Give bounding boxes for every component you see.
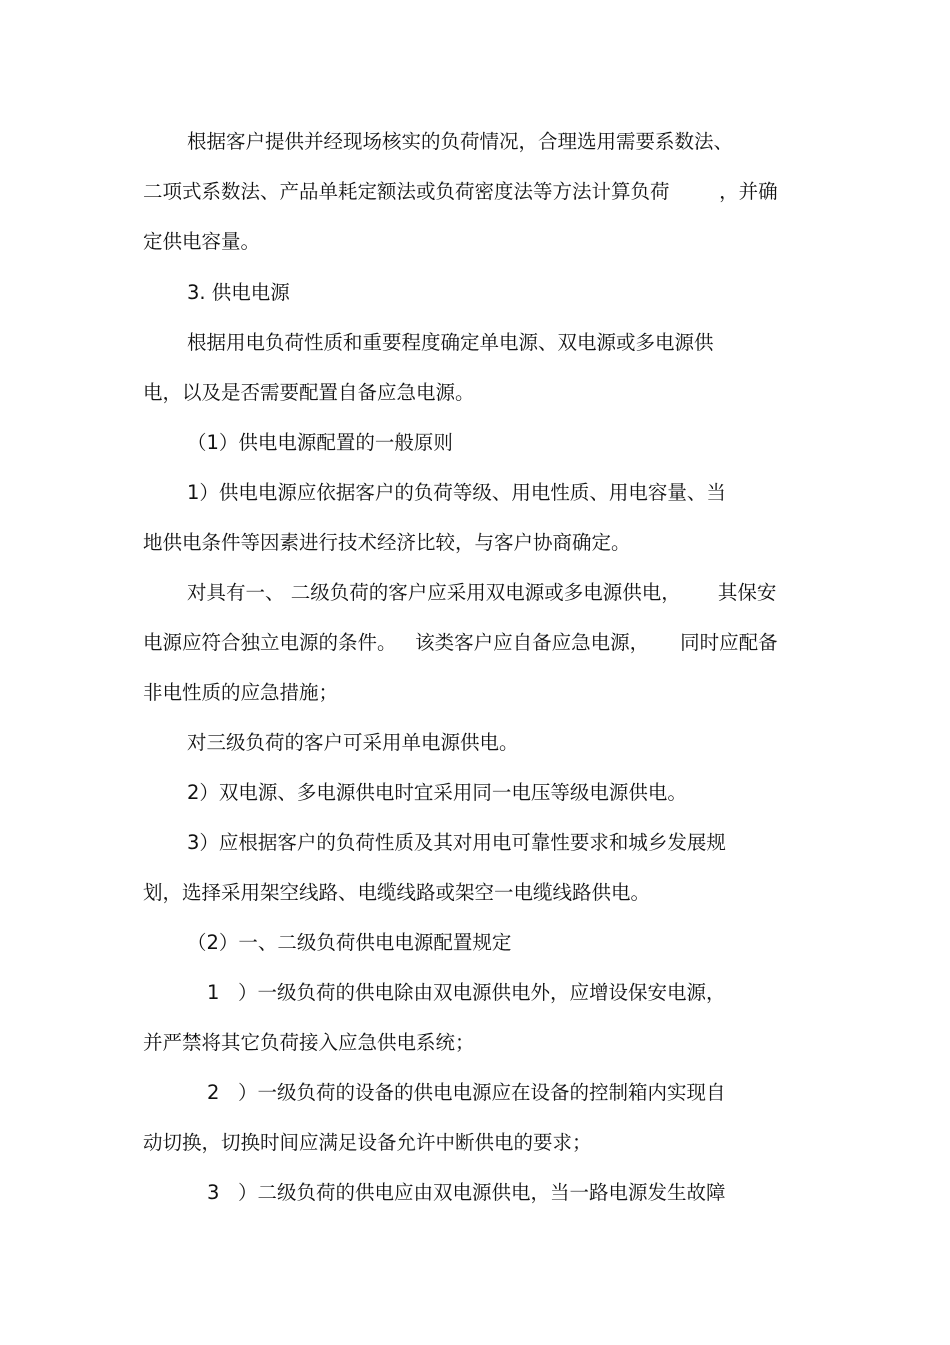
paragraph-line: 非电性质的应急措施； <box>143 681 339 704</box>
paragraph-line: 电，以及是否需要配置自备应急电源。 <box>143 381 475 404</box>
section-heading: 3. 供电电源 <box>187 281 290 304</box>
paragraph-line: 3）应根据客户的负荷性质及其对用电可靠性要求和城乡发展规 <box>187 831 726 854</box>
paragraph-line: 定供电容量。 <box>143 230 261 253</box>
subsection-heading: （2）一、二级负荷供电电源配置规定 <box>187 931 512 954</box>
paragraph-line: 3 ）二级负荷的供电应由双电源供电，当一路电源发生故障 <box>207 1181 726 1204</box>
paragraph-line: 对三级负荷的客户可采用单电源供电。 <box>187 731 519 754</box>
paragraph-line: 电源应符合独立电源的条件。 该类客户应自备应急电源， 同时应配备 <box>143 631 778 654</box>
paragraph-line: 2）双电源、多电源供电时宜采用同一电压等级电源供电。 <box>187 781 687 804</box>
paragraph-line: 并严禁将其它负荷接入应急供电系统； <box>143 1031 475 1054</box>
paragraph-line: 对具有一、 二级负荷的客户应采用双电源或多电源供电， 其保安 <box>187 581 777 604</box>
paragraph-line: 根据客户提供并经现场核实的负荷情况，合理选用需要系数法、 <box>187 130 734 153</box>
paragraph-line: 二项式系数法、产品单耗定额法或负荷密度法等方法计算负荷 ，并确 <box>143 180 778 203</box>
paragraph-line: 1 ）一级负荷的供电除由双电源供电外，应增设保安电源， <box>207 981 726 1004</box>
paragraph-line: 划，选择采用架空线路、电缆线路或架空一电缆线路供电。 <box>143 881 651 904</box>
subsection-heading: （1）供电电源配置的一般原则 <box>187 431 453 454</box>
paragraph-line: 1）供电电源应依据客户的负荷等级、用电性质、用电容量、当 <box>187 481 726 504</box>
paragraph-line: 2 ）一级负荷的设备的供电电源应在设备的控制箱内实现自 <box>207 1081 726 1104</box>
paragraph-line: 动切换，切换时间应满足设备允许中断供电的要求； <box>143 1131 592 1154</box>
paragraph-line: 根据用电负荷性质和重要程度确定单电源、双电源或多电源供 <box>187 331 714 354</box>
paragraph-line: 地供电条件等因素进行技术经济比较，与客户协商确定。 <box>143 531 631 554</box>
